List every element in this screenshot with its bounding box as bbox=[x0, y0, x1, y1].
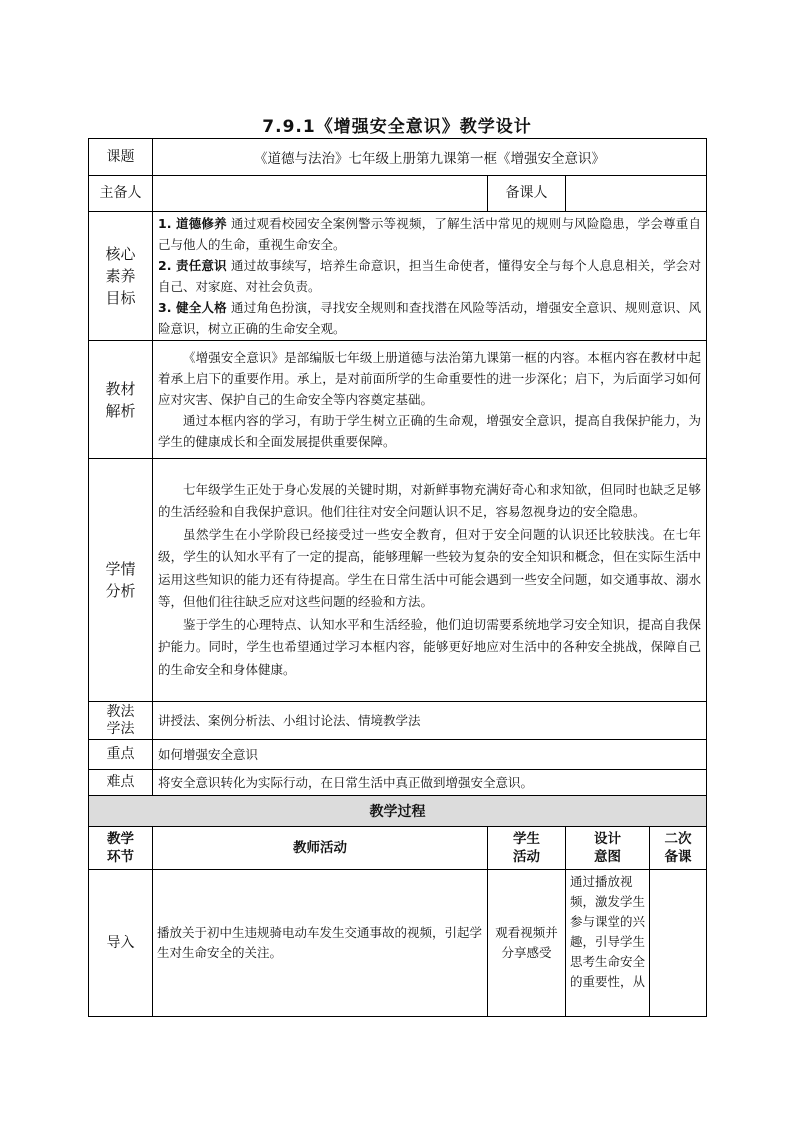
topic-value: 《道德与法治》七年级上册第九课第一框《增强安全意识》 bbox=[153, 139, 707, 176]
key-value: 如何增强安全意识 bbox=[153, 740, 707, 770]
co-preparer-value[interactable] bbox=[566, 176, 707, 212]
material-row bbox=[89, 341, 707, 459]
design-intent-cell: 通过播放视频，激发学生参与课堂的兴趣，引导学生思考生命安全的重要性，从 bbox=[566, 870, 650, 1017]
students-content: 七年级学生正处于身心发展的关键时期，对新鲜事物充满好奇心和求知欲，但同时也缺乏足够的生活经验和自我保护意识。他们往往对安全问题认识不足，容易忽视身边的安全隐患。 虽然学生在小学阶段已经接受过一些安全教育，但对于安全问题的认识还比较肤浅。在七年级，学生的认知水平有了一定的提高，能够理解一些较为复杂的安全知识和概念，但在实际生活中运用这些知识的能力还有待提高。学生在日常生活中可能会遇到一些安全问题，如交通事故、溺水等，但他们往往缺乏应对这些问题的经验和方法。 鉴于学生的心理特点、认知水平和生活经验，他们迫切需要系统地学习安全知识，提高自我保护能力。同时，学生也希望通过学习本框内容，能够更好地应对生活中的各种安全挑战，保障自己的生命安全和身体健康。 bbox=[153, 459, 707, 702]
difficulty-value: 将安全意识转化为实际行动，在日常生活中真正做到增强安全意识。 bbox=[153, 770, 707, 796]
difficulty-row bbox=[89, 770, 707, 796]
process-header-row bbox=[89, 827, 707, 870]
material-label: 教材解析 bbox=[89, 341, 153, 459]
methods-label: 教法学法 bbox=[89, 702, 153, 740]
key-label: 重点 bbox=[89, 740, 153, 770]
topic-label: 课题 bbox=[89, 139, 153, 176]
topic-row bbox=[89, 139, 707, 176]
goal-item: 1. 道德修养 通过观看校园安全案例警示等视频，了解生活中常见的规则与风险隐患，学会尊重自己与他人的生命，重视生命安全。 bbox=[158, 216, 702, 252]
students-label: 学情分析 bbox=[89, 459, 153, 702]
preparer-value[interactable] bbox=[153, 176, 488, 212]
lesson-plan-table bbox=[88, 138, 707, 1017]
stage-cell: 导入 bbox=[89, 870, 153, 1017]
goals-row bbox=[89, 212, 707, 341]
col-student-header: 学生活动 bbox=[488, 827, 566, 870]
process-row-intro bbox=[89, 870, 707, 1017]
goals-label: 核心素养目标 bbox=[89, 212, 153, 341]
co-preparer-label: 备课人 bbox=[488, 176, 566, 212]
col-teacher-header: 教师活动 bbox=[153, 827, 488, 870]
goal-item: 2. 责任意识 通过故事续写，培养生命意识，担当生命使者，懂得安全与每个人息息相关，学会对自己、对家庭、对社会负责。 bbox=[158, 258, 702, 294]
key-row bbox=[89, 740, 707, 770]
document-title: 7.9.1《增强安全意识》教学设计 bbox=[262, 117, 532, 137]
col-revision-header: 二次备课 bbox=[650, 827, 707, 870]
process-heading-row bbox=[89, 796, 707, 827]
process-heading: 教学过程 bbox=[89, 796, 707, 827]
preparer-row bbox=[89, 176, 707, 212]
student-activity-cell: 观看视频并分享感受 bbox=[488, 870, 566, 1017]
students-row bbox=[89, 459, 707, 702]
revision-cell[interactable] bbox=[650, 870, 707, 1017]
col-intent-header: 设计意图 bbox=[566, 827, 650, 870]
goals-content bbox=[153, 212, 707, 341]
difficulty-label: 难点 bbox=[89, 770, 153, 796]
col-stage-header: 教学环节 bbox=[89, 827, 153, 870]
material-content: 《增强安全意识》是部编版七年级上册道德与法治第九课第一框的内容。本框内容在教材中起着承上启下的重要作用。承上，是对前面所学的生命重要性的进一步深化；启下，为后面学习如何应对灾害、保护自己的生命安全等内容奠定基础。 通过本框内容的学习，有助于学生树立正确的生命观，增强安全意识，提高自我保护能力，为学生的健康成长和全面发展提供重要保障。 bbox=[153, 341, 707, 459]
preparer-label: 主备人 bbox=[89, 176, 153, 212]
methods-row bbox=[89, 702, 707, 740]
goal-item: 3. 健全人格 通过角色扮演，寻找安全规则和查找潜在风险等活动，增强安全意识、规则意识、风险意识，树立正确的生命安全观。 bbox=[158, 300, 702, 336]
teacher-activity-cell: 播放关于初中生违规骑电动车发生交通事故的视频，引起学生对生命安全的关注。 bbox=[153, 870, 488, 1017]
methods-value: 讲授法、案例分析法、小组讨论法、情境教学法 bbox=[153, 702, 707, 740]
